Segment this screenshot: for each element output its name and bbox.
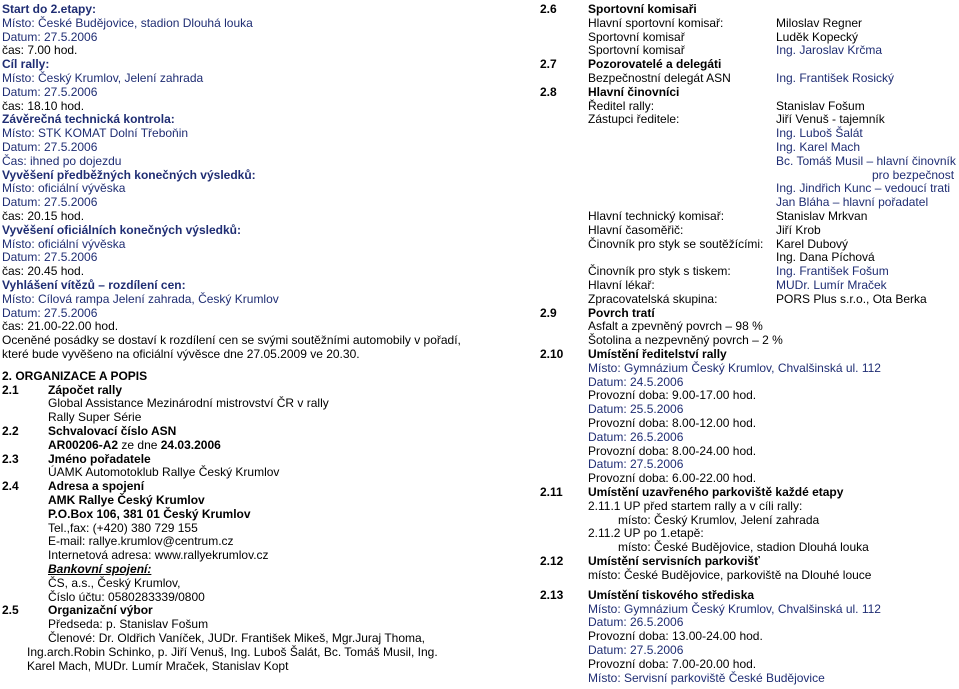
right-line [540,57,948,72]
section-text: Jméno pořadatele [48,451,151,466]
left-line-text: čas: 21.00-22.00 hod. [2,319,119,334]
right-line [540,306,948,321]
left-line [2,396,329,411]
section-value: Miloslav Regner [776,15,863,30]
right-line [540,347,948,362]
right-line [540,402,948,417]
left-line [2,195,97,210]
left-line [2,237,125,252]
left-line-text: Datum: 27.5.2006 [2,195,98,210]
right-line [540,30,858,45]
section-number: 2.10 [540,347,564,361]
right-line [540,588,948,603]
left-line-text: čas: 7.00 hod. [2,43,78,58]
right-line [540,671,948,686]
left-line [2,534,234,549]
right-line [540,237,848,252]
section-value: PORS Plus s.r.o., Ota Berka [776,291,927,306]
left-line [2,57,49,72]
section-number: 2.11 [540,485,563,499]
section-text: Rally Super Série [48,410,142,425]
section-text: 24.03.2006 [160,437,221,452]
left-line-text: které bude vyvěšeno na oficiální vývěsce dne 27.05.2009 ve 20.30. [2,347,360,361]
left-line-text: Čas: ihned po dojezdu [2,153,122,168]
right-line [540,85,948,100]
left-line [2,576,180,591]
section-text: Provozní doba: 7.00-20.00 hod. [588,656,757,671]
section-value: Bc. Tomáš Musil – hlavní činovník [776,153,956,168]
section-text: Hlavní časoměřič: [588,222,684,237]
left-line-text: Datum: 27.5.2006 [2,29,98,44]
left-line [2,292,279,307]
left-line [2,223,241,238]
section-text: Sportovní komisaři [588,2,697,16]
left-line [2,2,96,17]
left-line-text: Datum: 27.5.2006 [2,140,98,154]
left-line [2,278,186,293]
section-number: 2.9 [540,305,557,320]
section-value: Jan Bláha – hlavní pořadatel [776,195,929,210]
section-text: Karel Mach, MUDr. Lumír Mraček, Stanislav Kopt [27,658,289,673]
section-text: ČS, a.s., Český Krumlov, [48,575,181,590]
left-line [2,410,141,425]
left-line [2,112,175,127]
section-text: Provozní doba: 8.00-24.00 hod. [588,443,757,458]
left-line [2,562,151,577]
left-line-text: čas: 20.15 hod. [2,209,85,223]
right-line [540,333,948,348]
right-line [540,195,928,210]
left-line [2,30,97,45]
section-text: Šotolina a nezpevněný povrch – 2 % [588,333,783,348]
section-text: E-mail: rallye.krumlov@centrum.cz [48,534,234,549]
section-text: Činovník pro styk s tiskem: [588,264,731,279]
right-line [540,99,865,114]
section-text: ze dne [118,437,161,452]
right-line [540,361,948,376]
section-text: Hlavní lékař: [588,278,655,292]
right-line [540,16,862,31]
left-line [2,507,251,522]
section-text: AR00206-A2 [48,437,119,452]
section-value: Ing. Dana Píchová [776,250,875,265]
section-text: místo: České Budějovice, parkoviště na Dlouhé louce [588,567,872,582]
section-value: Stanislav Mrkvan [776,209,868,223]
right-line [540,485,948,500]
section-number: 2.3 [2,451,19,466]
section-text: Datum: 26.5.2006 [588,429,684,444]
right-line [540,657,948,672]
right-line [540,209,867,224]
section-text: místo: Český Krumlov, Jelení zahrada [618,512,820,527]
left-line-text: Místo: oficiální vývěska [2,181,126,196]
left-line-text: 2. ORGANIZACE A POPIS [2,368,148,383]
section-number: 2.2 [2,424,19,438]
right-line [540,513,959,528]
left-line-text: Místo: oficiální vývěska [2,236,126,251]
right-line [540,140,860,155]
section-text: Místo: Gymnázium Český Krumlov, Chvalšinská ul. 112 [588,360,881,375]
right-line [540,615,948,630]
section-value: MUDr. Lumír Mraček [776,278,887,292]
section-text: Činovník pro styk se soutěžícími: [588,236,764,251]
left-line [2,465,279,480]
left-line-text: Vyvěšení oficiálních konečných výsledků: [2,222,241,237]
section-text: Provozní doba: 6.00-22.00 hod. [588,471,757,486]
section-text: Umístění uzavřeného parkoviště každé etapy [588,485,844,499]
section-text: Hlavní technický komisař: [588,209,725,223]
left-line [2,209,84,224]
left-line-text: čas: 18.10 hod. [2,98,85,113]
left-line-text: Místo: Cílová rampa Jelení zahrada, Český Krumlov [2,291,279,306]
section-text: Adresa a spojení [48,479,145,494]
left-line [2,631,425,646]
left-line [27,659,288,674]
left-line-text: Datum: 27.5.2006 [2,250,98,265]
section-value: Stanislav Fošum [776,98,865,113]
right-line [540,416,948,431]
section-text: 2.11.2 UP po 1.etapě: [588,526,704,541]
left-line [2,85,97,100]
section-text: Datum: 26.5.2006 [588,615,684,630]
right-line [540,292,927,307]
left-line [2,250,97,265]
section-text: Umístění tiskového střediska [588,587,755,602]
right-line [540,181,950,196]
left-line-text: Datum: 27.5.2006 [2,305,98,320]
section-text: Ředitel rally: [588,98,655,113]
left-line-text: čas: 20.45 hod. [2,264,85,279]
section-text: Bankovní spojení: [48,562,152,576]
section-text: Asfalt a zpevněný povrch – 98 % [588,319,763,334]
section-text: Provozní doba: 13.00-24.00 hod. [588,629,763,644]
left-line [2,333,461,348]
section-text: Tel.,fax: (+420) 380 729 155 [48,520,198,535]
left-line [2,479,144,494]
section-text: Hlavní sportovní komisař: [588,15,724,30]
section-value: Ing. Jindřich Kunc – vedoucí trati [776,181,951,196]
section-text: místo: České Budějovice, stadion Dlouhá louka [618,540,869,555]
left-line [2,154,121,169]
section-text: Povrch tratí [588,305,655,320]
left-line [2,168,256,183]
section-text: Datum: 27.5.2006 [588,643,684,657]
section-text: Místo: Servisní parkoviště České Budějovice [588,670,825,685]
section-text: Pozorovatelé a delegáti [588,57,722,72]
right-line [540,457,948,472]
right-line [540,430,948,445]
section-number: 2.4 [2,479,19,494]
section-text: Schvalovací číslo ASN [48,424,177,438]
section-text: Číslo účtu: 0580283339/0800 [48,589,205,604]
section-text: Datum: 25.5.2006 [588,402,684,417]
right-line [540,554,948,569]
left-line [2,603,153,618]
section-text: Umístění ředitelství rally [588,347,727,361]
section-text: Místo: Gymnázium Český Krumlov, Chvalšinská ul. 112 [588,601,881,616]
section-text: Bezpečnostní delegát ASN [588,71,731,85]
section-text: P.O.Box 106, 381 01 Český Krumlov [48,506,251,521]
section-text: Předseda: p. Stanislav Fošum [48,617,209,632]
section-number: 2.8 [540,84,557,99]
section-number: 2.1 [2,382,19,397]
section-text: Zápočet rally [48,382,123,397]
left-line [2,43,77,58]
left-line [27,645,438,660]
left-line [2,319,118,334]
right-line [540,126,863,141]
left-line [2,369,147,384]
left-line [2,548,269,563]
left-line [2,590,205,605]
left-line [2,71,203,86]
section-text: Sportovní komisař [588,29,685,44]
section-number: 2.12 [540,554,564,568]
section-value: Ing. Jaroslav Krčma [776,43,883,58]
left-line [2,264,84,279]
left-line [2,347,360,362]
right-line [540,499,948,514]
section-text: Provozní doba: 8.00-12.00 hod. [588,416,757,430]
section-text: Zástupci ředitele: [588,112,680,127]
section-value: Jiří Venuš - tajemník [776,112,885,127]
section-text: Provozní doba: 9.00-17.00 hod. [588,388,757,403]
left-line [2,617,208,632]
left-line-text: Oceněné posádky se dostaví k rozdílení cen se svými soutěžními automobily v pořadí, [2,333,461,348]
right-line [540,264,889,279]
section-number: 2.7 [540,57,557,72]
left-line-text: Start do 2.etapy: [2,2,97,16]
left-line-text: Závěrečná technická kontrola: [2,112,175,127]
right-line [540,2,948,17]
right-line [540,471,948,486]
right-line [540,223,821,238]
right-line [540,168,954,183]
section-text: Ing.arch.Robin Schinko, p. Jiří Venuš, Ing. Luboš Šalát, Bc. Tomáš Musil, Ing. [27,644,438,659]
left-line [2,16,253,31]
right-line [540,602,948,617]
right-line [540,154,956,169]
right-line [540,278,887,293]
section-text: AMK Rallye Český Krumlov [48,493,205,507]
section-value: Ing. František Fošum [776,264,889,279]
right-line [540,629,948,644]
left-line [2,140,97,155]
left-line-text: Místo: Český Krumlov, Jelení zahrada [2,71,204,85]
right-line [540,388,948,403]
section-text: Datum: 24.5.2006 [588,374,684,389]
right-line [540,43,882,58]
section-text: 2.11.1 UP před startem rally a v cíli rally: [588,498,803,513]
section-value: Ing. Luboš Šalát [776,126,863,141]
section-value: Luděk Kopecký [776,29,859,44]
left-line [2,306,97,321]
section-number: 2.6 [540,2,557,16]
left-line-text: Vyvěšení předběžných konečných výsledků: [2,167,256,182]
left-line-text: Místo: STK KOMAT Dolní Třeboňin [2,126,189,141]
section-value: Ing. František Rosický [776,71,895,85]
right-line [540,375,948,390]
right-line [540,71,894,86]
left-line-text: Datum: 27.5.2006 [2,84,98,99]
left-line [2,99,84,114]
section-text: Umístění servisních parkovišť [588,554,760,568]
right-line [540,444,948,459]
section-number: 2.5 [2,603,19,618]
section-text: Organizační výbor [48,603,153,618]
section-text: Členové: Dr. Oldřich Vaníček, JUDr. František Mikeš, Mgr.Juraj Thoma, [48,631,426,645]
section-text: Hlavní činovníci [588,84,680,99]
right-line [540,540,959,555]
left-line [2,493,205,508]
section-text: Global Assistance Mezinárodní mistrovství ČR v rally [48,396,329,411]
left-line [2,438,221,453]
left-line-text: Místo: České Budějovice, stadion Dlouhá louka [2,15,253,30]
left-line [2,521,198,536]
left-line-text: Cíl rally: [2,57,50,72]
section-text: Sportovní komisař [588,43,685,58]
left-line [2,424,176,439]
left-line [2,126,188,141]
section-text: Internetová adresa: www.rallyekrumlov.cz [48,548,269,563]
right-line [540,643,948,658]
section-number: 2.13 [540,587,564,602]
section-value: pro bezpečnost [872,167,955,182]
left-line [2,181,125,196]
section-text: Zpracovatelská skupina: [588,291,718,306]
section-text: Datum: 27.5.2006 [588,457,684,472]
section-value: Ing. Karel Mach [776,140,861,154]
section-text: ÚAMK Automotoklub Rallye Český Krumlov [48,465,280,480]
section-value: Jiří Krob [776,222,821,237]
section-value: Karel Dubový [776,236,849,251]
left-line-text: Vyhlášení vítězů – rozdílení cen: [2,278,186,292]
